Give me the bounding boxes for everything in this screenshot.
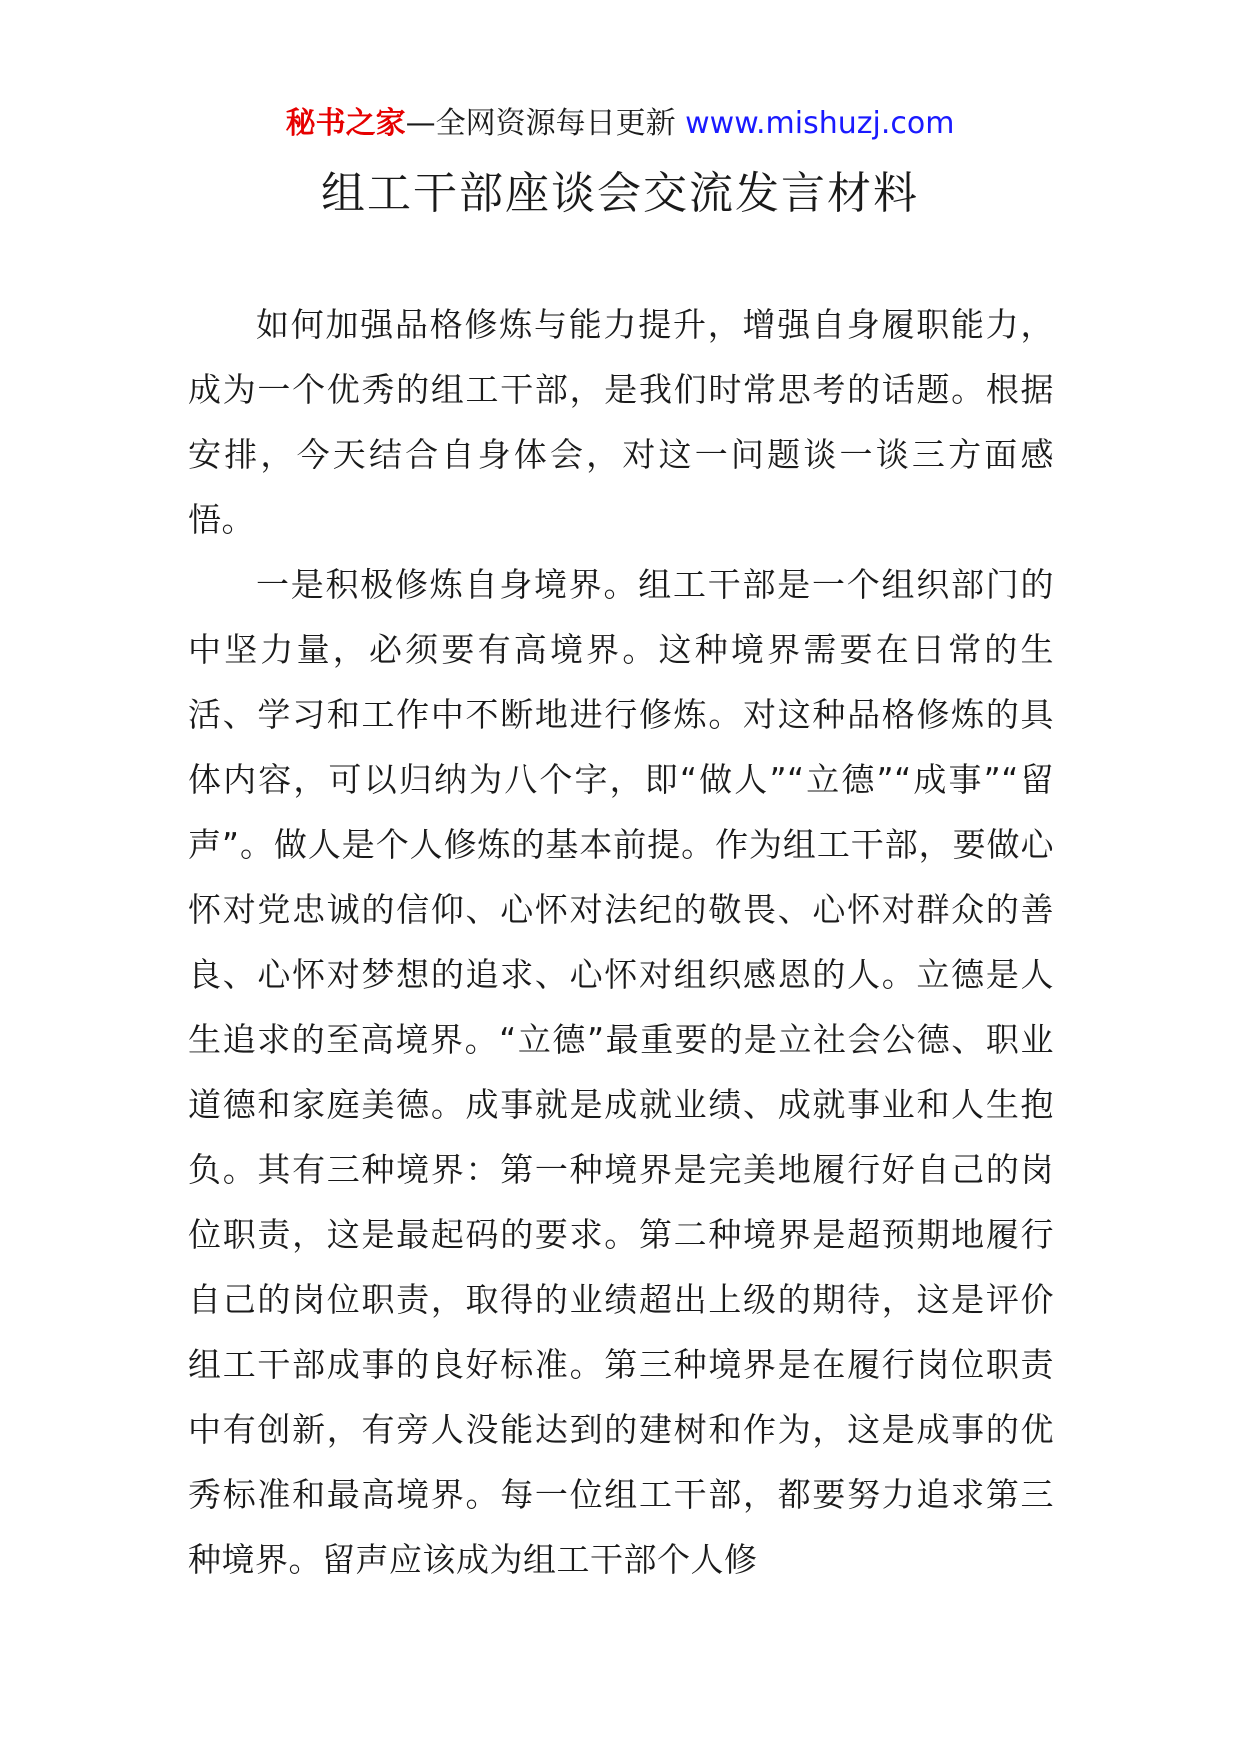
header-tagline: —全网资源每日更新 — [405, 106, 676, 141]
document-body — [188, 292, 1054, 1592]
brand-name: 秘书之家 — [285, 106, 406, 141]
document-title: 组工干部座谈会交流发言材料 — [321, 168, 919, 219]
paragraph-point-one: 一是积极修炼自身境界。组工干部是一个组织部门的中坚力量，必须要有高境界。这种境界需要在日常的生活、学习和工作中不断地进行修炼。对这种品格修炼的具体内容，可以归纳为八个字，即“做人”“立德”“成事”“留声”。做人是个人修炼的基本前提。作为组工干部，要做心怀对党忠诚的信仰、心怀对法纪的敬畏、心怀对群众的善良、心怀对梦想的追求、心怀对组织感恩的人。立德是人生追求的至高境界。“立德”最重要的是立社会公德、职业道德和家庭美德。成事就是成就业绩、成就事业和人生抱负。其有三种境界：第一种境界是完美地履行好自己的岗位职责，这是最起码的要求。第二种境界是超预期地履行自己的岗位职责，取得的业绩超出上级的期待，这是评价组工干部成事的良好标准。第三种境界是在履行岗位职责中有创新，有旁人没能达到的建树和作为，这是成事的优秀标准和最高境界。每一位组工干部，都要努力追求第三种境界。留声应该成为组工干部个人修 — [188, 565, 1054, 1579]
paragraph-intro: 如何加强品格修炼与能力提升，增强自身履职能力，成为一个优秀的组工干部，是我们时常思考的话题。根据安排，今天结合自身体会，对这一问题谈一谈三方面感悟。 — [188, 305, 1054, 539]
site-url-link[interactable]: www.mishuzj.com — [685, 106, 955, 141]
site-header — [0, 104, 1240, 144]
